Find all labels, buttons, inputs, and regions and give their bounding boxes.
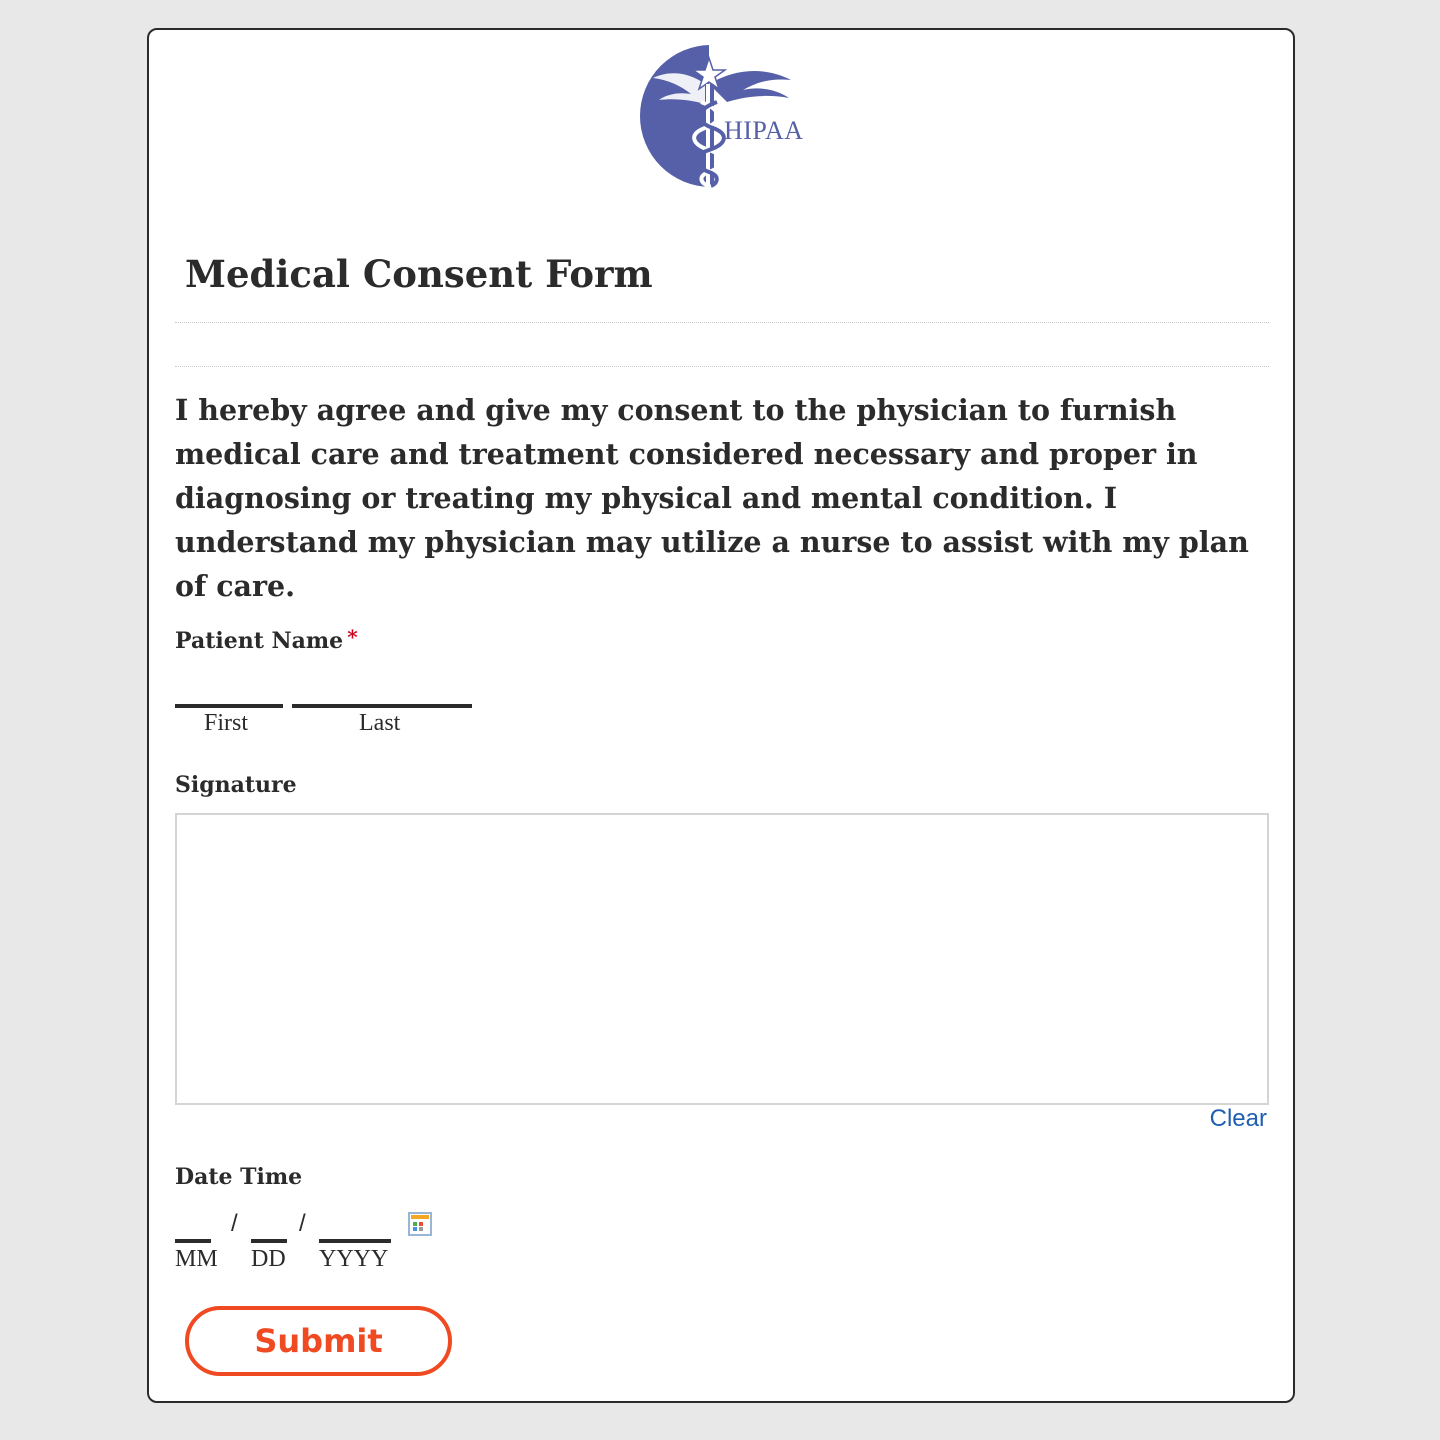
required-asterisk: * [347,625,358,649]
hipaa-logo [639,44,814,189]
form-card [147,28,1295,1403]
submit-button[interactable]: Submit [185,1306,452,1376]
first-name-input[interactable] [175,678,283,708]
calendar-icon[interactable] [408,1212,432,1236]
patient-name-label [175,625,358,654]
clear-signature-link[interactable]: Clear [1209,1105,1267,1132]
signature-label: Signature [175,772,297,798]
last-name-input[interactable] [292,678,472,708]
first-name-sublabel: First [204,710,249,736]
page-title: Medical Consent Form [185,252,653,296]
day-input[interactable] [251,1213,287,1243]
divider [175,322,1269,323]
month-sublabel: MM [175,1246,218,1272]
last-name-sublabel: Last [359,710,401,736]
consent-text: I hereby agree and give my consent to the physician to furnish medical care and treatment considered necessary and proper in diagnosing or treating my physical and mental condition. I understand my physician may utilize a nurse to assist with my plan of care. [175,393,1249,603]
day-sublabel: DD [251,1246,286,1272]
year-sublabel: YYYY [319,1246,389,1272]
patient-name-label-text: Patient Name [175,628,344,654]
year-input[interactable] [319,1213,391,1243]
month-input[interactable] [175,1213,211,1243]
signature-pad[interactable] [175,813,1269,1105]
divider [175,366,1269,367]
date-separator: / [299,1210,306,1237]
date-time-label: Date Time [175,1164,303,1190]
date-separator: / [231,1210,238,1237]
logo-text: HIPAA [724,116,804,145]
